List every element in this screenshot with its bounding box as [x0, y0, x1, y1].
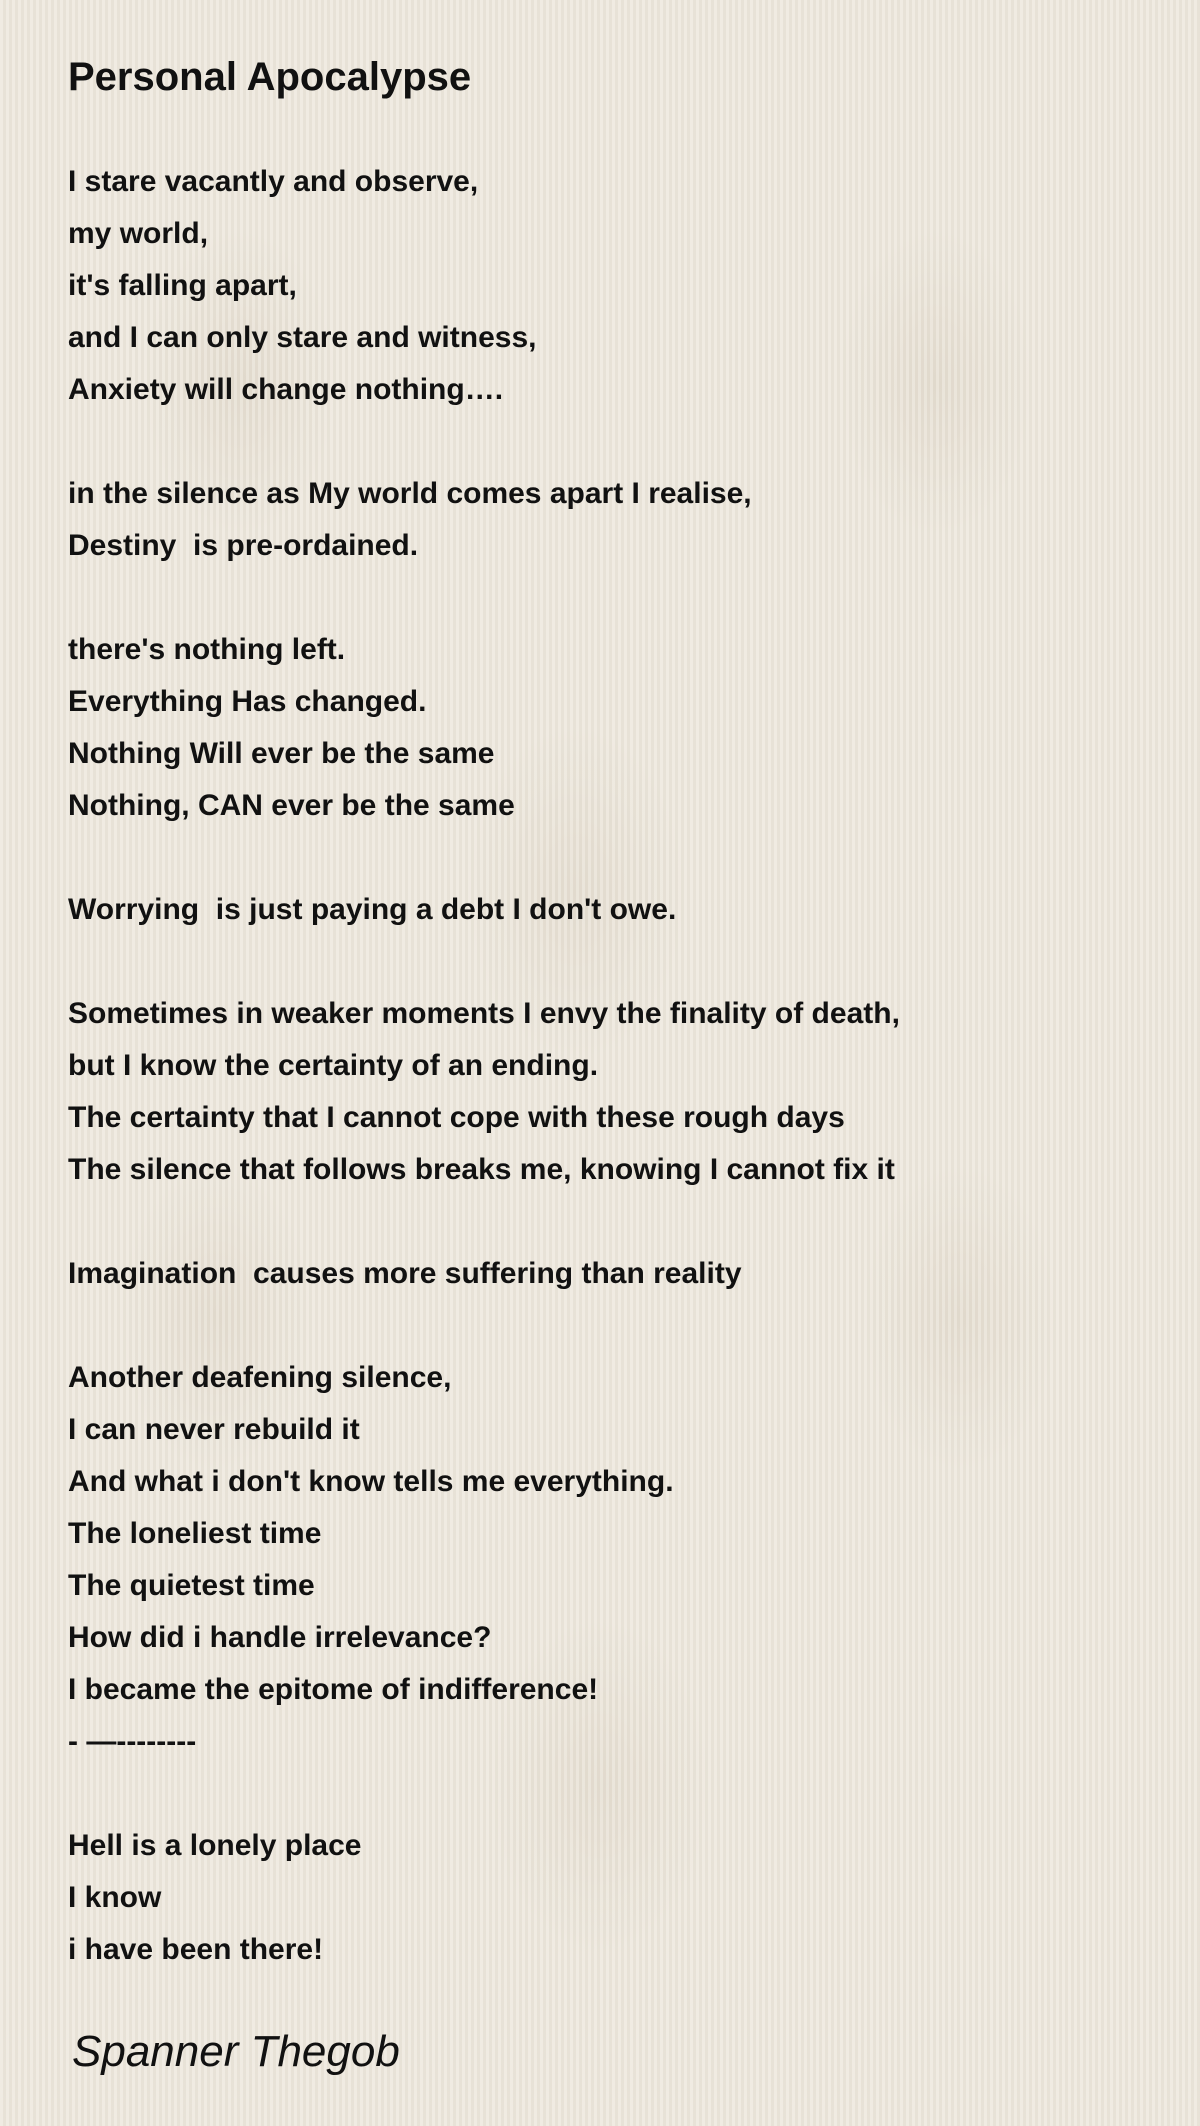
poem-line: i have been there! [68, 1933, 324, 1966]
poem-line: How did i handle irrelevance? [68, 1621, 492, 1654]
poem-line: and I can only stare and witness, [68, 321, 537, 354]
poem-line: Nothing, CAN ever be the same [68, 789, 515, 822]
poem-line: The certainty that I cannot cope with these rough days [68, 1101, 845, 1134]
poem-line: Anxiety will change nothing…. [68, 373, 504, 406]
poem-line: The quietest time [68, 1569, 315, 1602]
stanza-break [68, 416, 1148, 468]
poem-line: Nothing Will ever be the same [68, 737, 495, 770]
poem-page [68, 50, 1148, 1976]
poem-line: The silence that follows breaks me, knowing I cannot fix it [68, 1153, 895, 1186]
stanza-break [68, 1300, 1148, 1352]
poem-line: The loneliest time [68, 1517, 322, 1550]
poem-line: in the silence as My world comes apart I realise, [68, 477, 752, 510]
poem-line: Everything Has changed. [68, 685, 427, 718]
poem-line: my world, [68, 217, 209, 250]
poem-line: there's nothing left. [68, 633, 346, 666]
poem-line: Sometimes in weaker moments I envy the finality of death, [68, 997, 900, 1030]
stanza-break [68, 1196, 1148, 1248]
poem-line: Another deafening silence, [68, 1361, 452, 1394]
poem-title: Personal Apocalypse [68, 55, 472, 99]
stanza-break [68, 936, 1148, 988]
poem-line: - —-------- [68, 1725, 197, 1758]
poem-line: but I know the certainty of an ending. [68, 1049, 599, 1082]
poem-line: Worrying is just paying a debt I don't owe. [68, 893, 677, 926]
stanza-break [68, 572, 1148, 624]
poem-line: it's falling apart, [68, 269, 297, 302]
poem-line: I know [68, 1881, 162, 1914]
stanza-break [68, 832, 1148, 884]
poem-line: Destiny is pre-ordained. [68, 529, 419, 562]
poem-line: Hell is a lonely place [68, 1829, 362, 1862]
poem-line: I can never rebuild it [68, 1413, 360, 1446]
poem-line: I became the epitome of indifference! [68, 1673, 599, 1706]
poem-body [68, 156, 1148, 1976]
poem-line: Imagination causes more suffering than reality [68, 1257, 742, 1290]
poem-author: Spanner Thegob [72, 2027, 400, 2076]
poem-line: And what i don't know tells me everything. [68, 1465, 674, 1498]
stanza-break [68, 1768, 1148, 1820]
poem-line: I stare vacantly and observe, [68, 165, 479, 198]
